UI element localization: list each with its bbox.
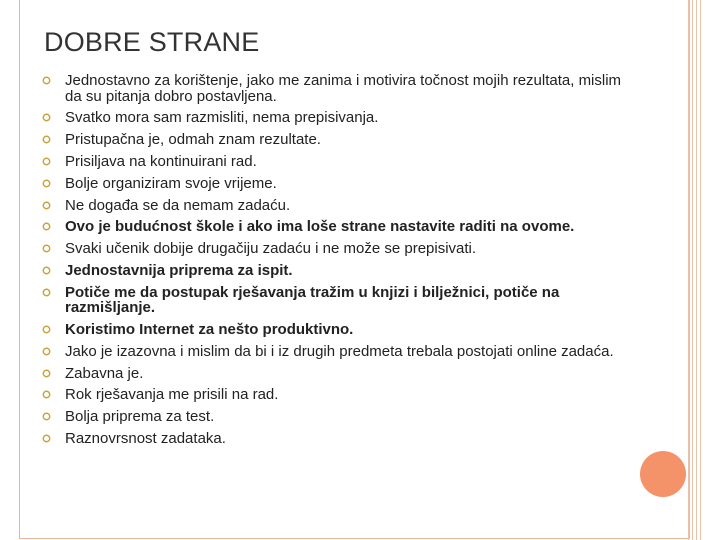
bullet-text: Jednostavno za korištenje, jako me zanima i motivira točnost mojih rezultata, mislim da su pitanja dobro postavljena.	[65, 72, 622, 105]
bullet-text: Svaki učenik dobije drugačiju zadaću i ne može se prepisivati.	[65, 240, 477, 258]
bullet-item	[42, 366, 622, 382]
bullet-text: Rok rješavanja me prisili na rad.	[65, 386, 279, 404]
circle-bullet-icon	[42, 179, 51, 188]
circle-bullet-icon	[42, 157, 51, 166]
circle-bullet-icon	[42, 434, 51, 443]
circle-bullet-icon	[42, 390, 51, 399]
bullet-item	[42, 409, 622, 425]
bullet-text: Raznovrsnost zadataka.	[65, 429, 226, 447]
orange-circle-icon	[640, 451, 686, 497]
bullet-text: Bolje organiziram svoje vrijeme.	[65, 174, 277, 192]
circle-bullet-icon	[42, 266, 51, 275]
bullet-item	[42, 132, 622, 148]
bullet-text: Jako je izazovna i mislim da bi i iz drugih predmeta trebala postojati online zadaća.	[65, 342, 614, 360]
bullet-text: Zabavna je.	[65, 364, 144, 382]
bullet-text: Potiče me da postupak rješavanja tražim u knjizi i bilježnici, potiče na razmišljanje.	[65, 283, 560, 317]
slide-title: DOBRE STRANE	[44, 27, 260, 57]
circle-bullet-icon	[42, 222, 51, 231]
circle-bullet-icon	[42, 412, 51, 421]
bullet-item	[42, 198, 622, 214]
bullet-text: Prisiljava na kontinuirani rad.	[65, 152, 257, 170]
bullet-text: Ovo je budućnost škole i ako ima loše strane nastavite raditi na ovome.	[65, 218, 575, 236]
bullet-item	[42, 344, 622, 360]
circle-bullet-icon	[42, 201, 51, 210]
bullet-text: Ne događa se da nemam zadaću.	[65, 196, 291, 214]
bullet-item	[42, 322, 622, 338]
bullet-item	[42, 73, 622, 104]
bullet-item	[42, 110, 622, 126]
bullet-item	[42, 387, 622, 403]
bullet-item	[42, 263, 622, 279]
decorative-lines	[688, 0, 702, 540]
bullet-text: Koristimo Internet za nešto produktivno.	[65, 321, 354, 338]
circle-bullet-icon	[42, 113, 51, 122]
bullet-item	[42, 176, 622, 192]
circle-bullet-icon	[42, 347, 51, 356]
circle-bullet-icon	[42, 244, 51, 253]
bullet-text: Pristupačna je, odmah znam rezultate.	[65, 131, 321, 149]
bullet-item	[42, 241, 622, 257]
circle-bullet-icon	[42, 76, 51, 85]
bullet-text: Bolja priprema za test.	[65, 408, 215, 426]
bullet-item	[42, 154, 622, 170]
circle-bullet-icon	[42, 288, 51, 297]
circle-bullet-icon	[42, 135, 51, 144]
circle-bullet-icon	[42, 325, 51, 334]
bullet-text: Svatko mora sam razmisliti, nema prepisivanja.	[65, 109, 379, 127]
bullet-list	[42, 73, 622, 453]
bullet-text: Jednostavnija priprema za ispit.	[65, 261, 293, 279]
circle-bullet-icon	[42, 369, 51, 378]
bullet-item	[42, 219, 622, 235]
bullet-item	[42, 285, 622, 316]
bullet-item	[42, 431, 622, 447]
